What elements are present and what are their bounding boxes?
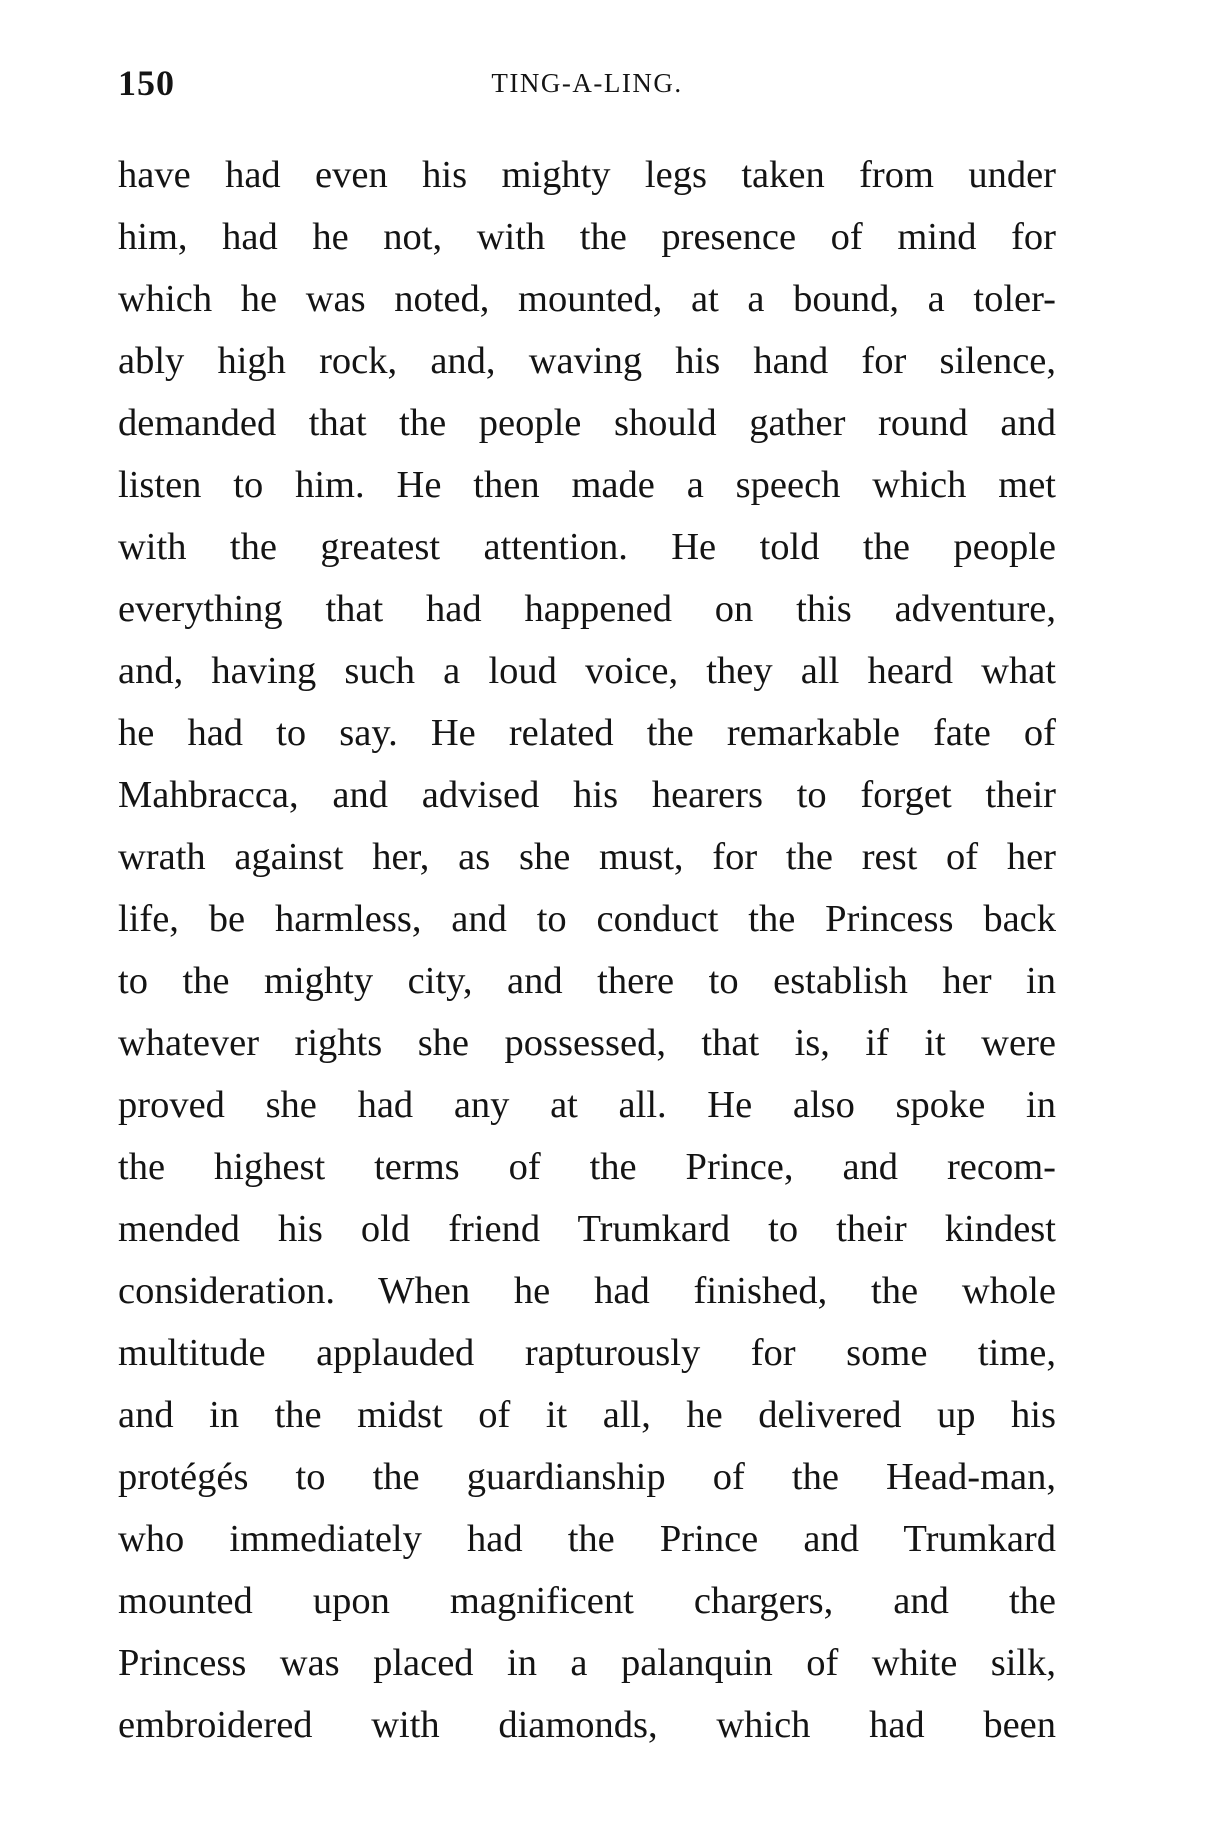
text-line: and in the midst of it all, he delivered up his (118, 1394, 1056, 1436)
body-text (118, 144, 1056, 1756)
text-line: embroidered with diamonds, which had been (118, 1704, 1056, 1746)
page-number: 150 (118, 63, 175, 103)
text-line: mended his old friend Trumkard to their kindest (118, 1208, 1056, 1250)
text-line: Princess was placed in a palanquin of white silk, (118, 1642, 1056, 1684)
text-line: wrath against her, as she must, for the rest of her (118, 836, 1056, 878)
text-line: ably high rock, and, waving his hand for silence, (118, 340, 1056, 382)
text-line: who immediately had the Prince and Trumkard (118, 1518, 1056, 1560)
text-line: mounted upon magnificent chargers, and the (118, 1580, 1056, 1622)
text-line: life, be harmless, and to conduct the Princess back (118, 898, 1056, 940)
text-line: the highest terms of the Prince, and recom- (118, 1146, 1056, 1188)
running-title: TING-A-LING. (491, 68, 683, 98)
text-line: consideration. When he had finished, the whole (118, 1270, 1056, 1312)
text-line: everything that had happened on this adventure, (118, 588, 1056, 630)
text-line: multitude applauded rapturously for some time, (118, 1332, 1056, 1374)
text-line: demanded that the people should gather round and (118, 402, 1056, 444)
text-line: with the greatest attention. He told the people (118, 526, 1056, 568)
page-header (118, 62, 1056, 110)
text-line: protégés to the guardianship of the Head-man, (118, 1456, 1056, 1498)
text-line: proved she had any at all. He also spoke in (118, 1084, 1056, 1126)
text-line: listen to him. He then made a speech which met (118, 464, 1056, 506)
text-line: and, having such a loud voice, they all heard what (118, 650, 1056, 692)
text-line: have had even his mighty legs taken from under (118, 154, 1056, 196)
text-line: Mahbracca, and advised his hearers to forget their (118, 774, 1056, 816)
text-line: whatever rights she possessed, that is, if it were (118, 1022, 1056, 1064)
text-line: him, had he not, with the presence of mind for (118, 216, 1056, 258)
text-line: he had to say. He related the remarkable fate of (118, 712, 1056, 754)
text-line: to the mighty city, and there to establish her in (118, 960, 1056, 1002)
text-line: which he was noted, mounted, at a bound, a toler- (118, 278, 1056, 320)
